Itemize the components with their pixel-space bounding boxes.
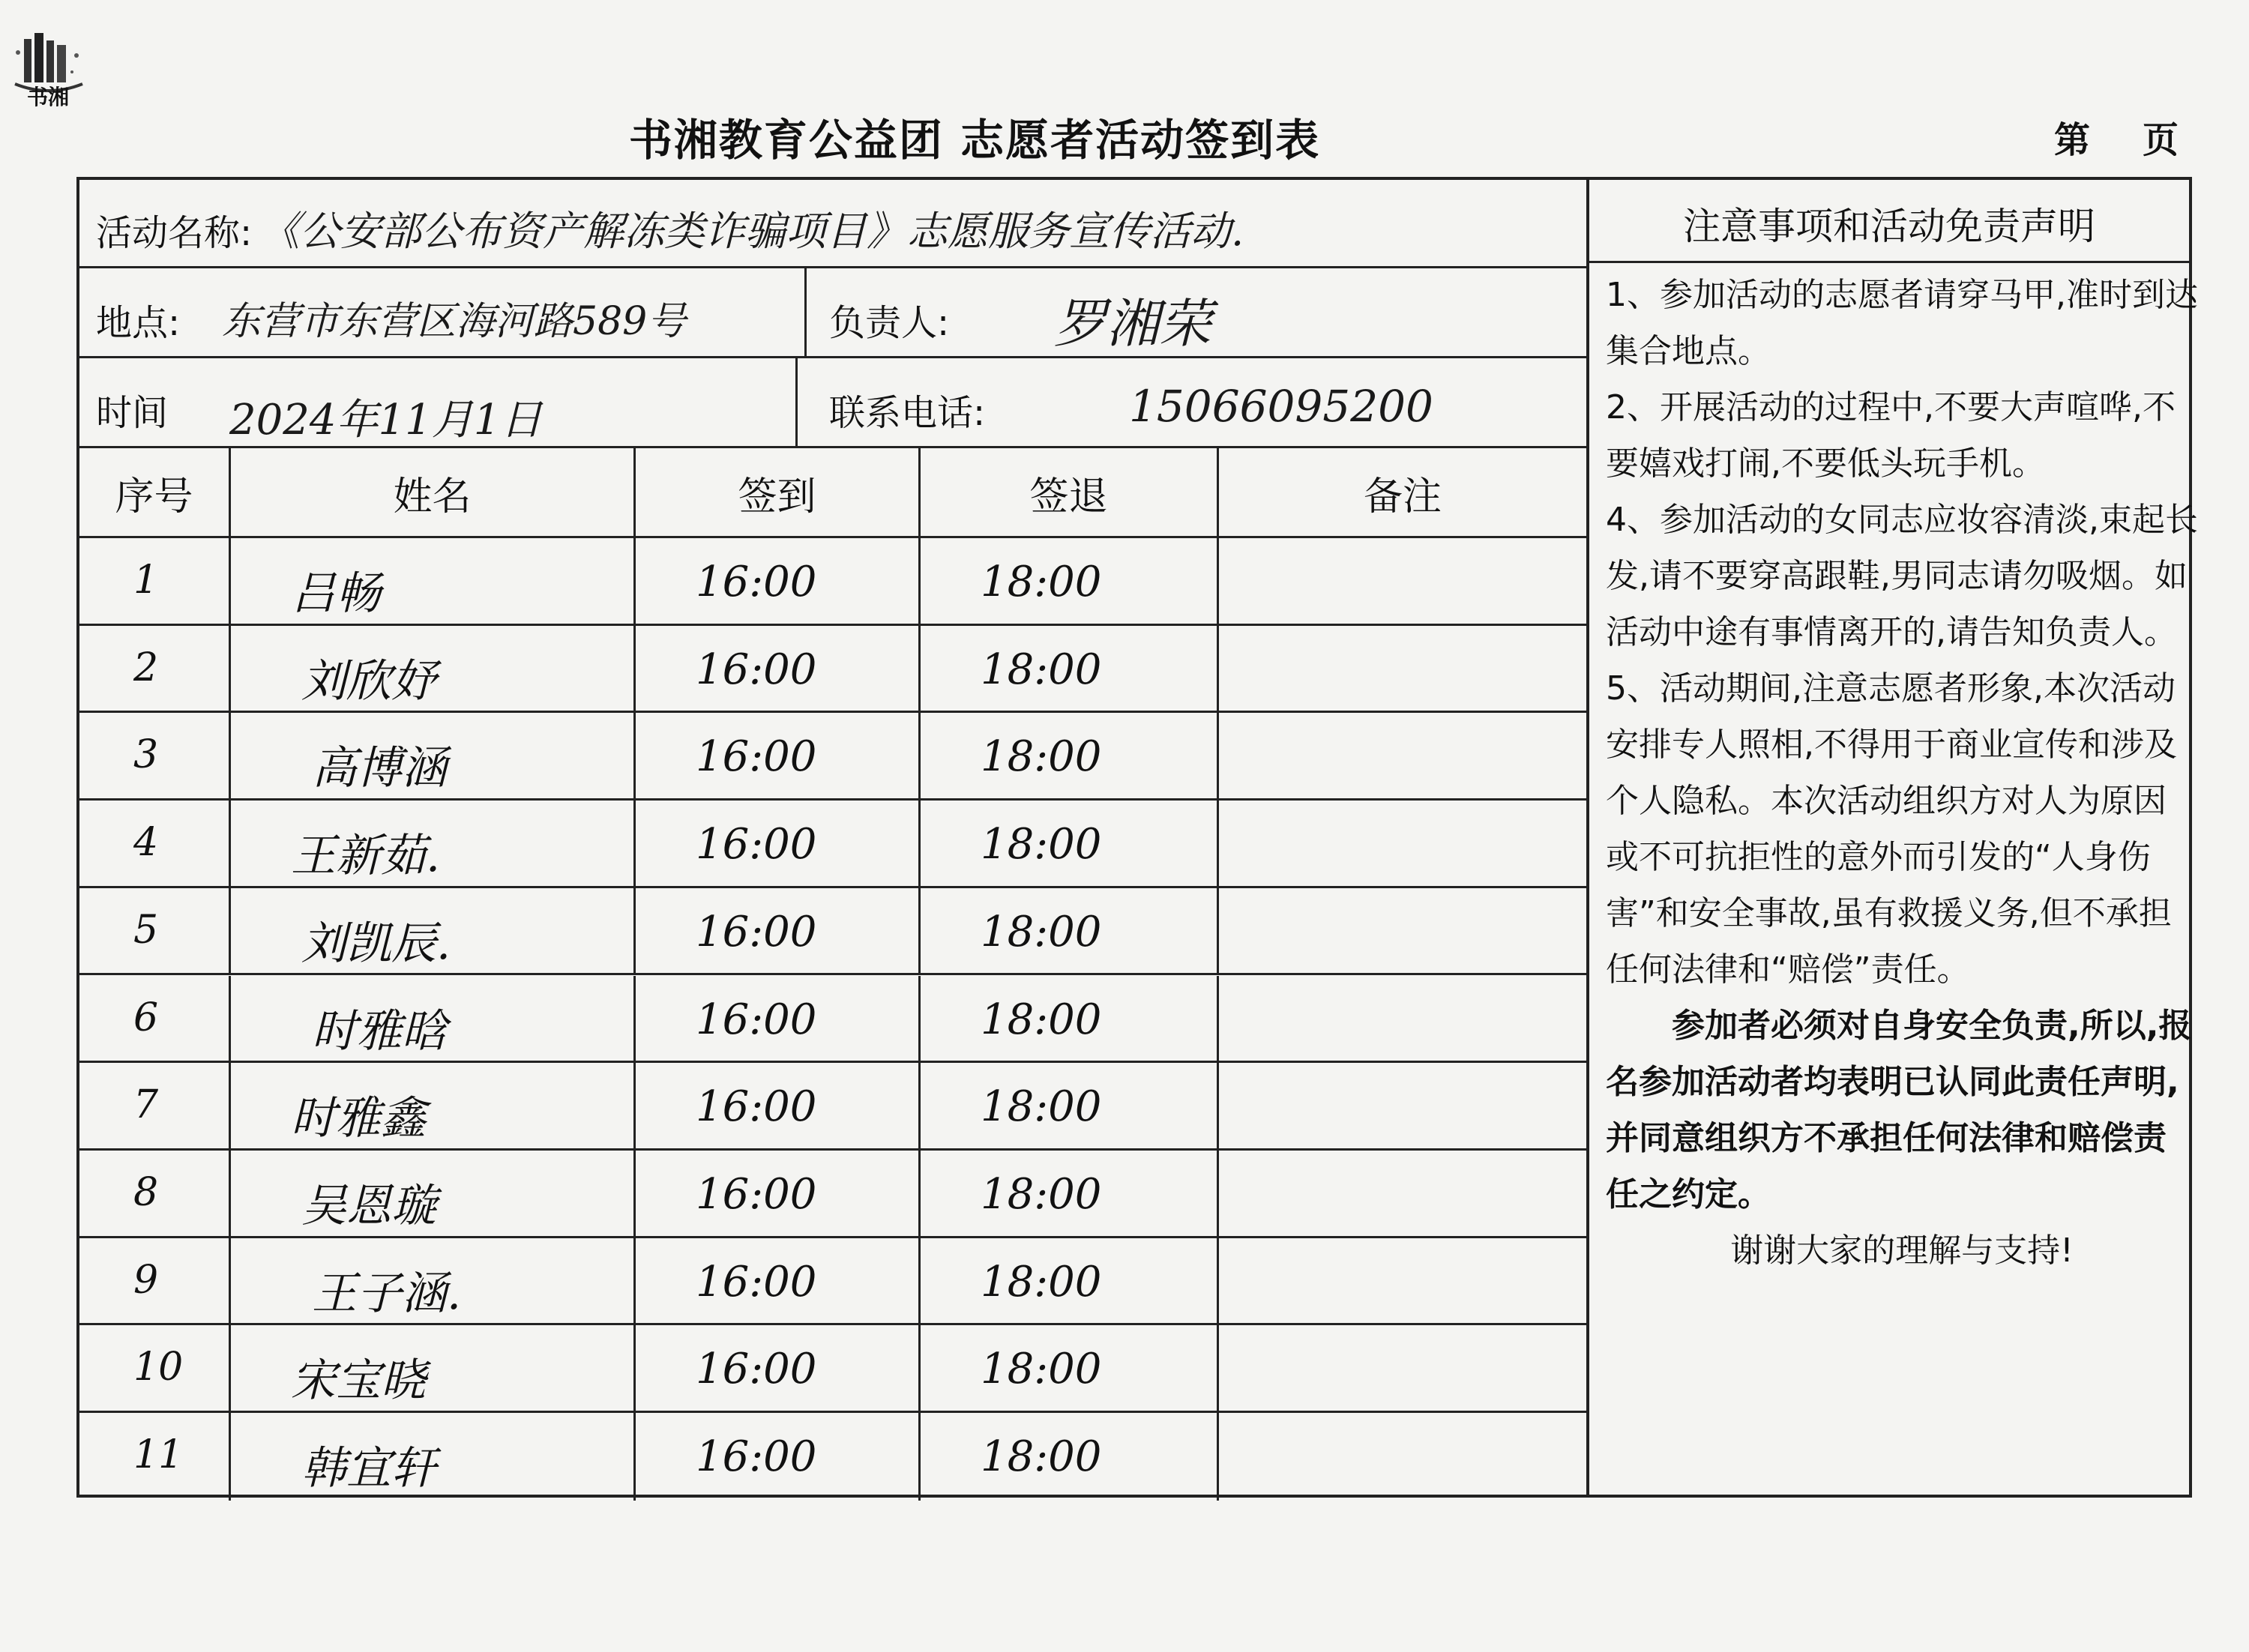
- header-signin: 签到: [738, 474, 816, 519]
- row-number-cell: [79, 1063, 231, 1148]
- activity-row: [79, 180, 1586, 268]
- row-signout-time-cell: [921, 1413, 1219, 1501]
- row-signin-time-cell: [636, 1413, 921, 1501]
- row-note-cell: [1219, 976, 1586, 1061]
- notice-liability: 参加者必须对自身安全负责,所以,报名参加活动者均表明已认同此责任声明,并同意组织方不承担任何法律和赔偿责任之约定。: [1606, 1007, 2192, 1214]
- page-label-prefix: 第: [2054, 119, 2091, 161]
- row-note-cell: [1219, 713, 1586, 798]
- row-signout-time-cell: [921, 976, 1219, 1061]
- notice-item-5: 5、活动期间,注意志愿者形象,本次活动安排专人照相,不得用于商业宣传和涉及个人隐私。本次活动组织方对人为原因或不可抗拒性的意外而引发的“人身伤害”和安全事故,虽有救援义务,但不承担任何法律和“赔偿”责任。: [1606, 669, 2177, 989]
- row-signout-time-cell: [921, 713, 1219, 798]
- row-signout-time-cell: [921, 1063, 1219, 1148]
- row-note-cell: [1219, 538, 1586, 624]
- row-signout-time-cell: [921, 1238, 1219, 1324]
- location-row: [79, 268, 1586, 358]
- row-signout-time-cell: [921, 888, 1219, 974]
- row-signin-time-cell: [636, 888, 921, 974]
- row-signout-time: 18:00: [981, 907, 1102, 956]
- row-number-cell: [79, 1413, 231, 1501]
- row-signin-time: 16:00: [696, 1257, 817, 1306]
- time-cell: [79, 358, 798, 446]
- activity-label: 活动名称:: [96, 212, 253, 254]
- row-number: 2: [133, 645, 159, 690]
- row-number: 8: [133, 1169, 159, 1215]
- row-name-cell: [231, 1413, 636, 1501]
- row-signout-time-cell: [921, 801, 1219, 886]
- table-row: [79, 976, 1586, 1064]
- row-name-cell: [231, 626, 636, 711]
- row-note-cell: [1219, 626, 1586, 711]
- notice-panel: [1586, 180, 2198, 1495]
- row-note-cell: [1219, 1413, 1586, 1501]
- row-number-cell: [79, 538, 231, 624]
- row-name: 王新茹.: [291, 830, 441, 883]
- row-name: 时雅晗: [312, 1004, 447, 1058]
- row-note-cell: [1219, 1151, 1586, 1236]
- notice-thanks: 谢谢大家的理解与支持!: [1730, 1232, 2074, 1270]
- row-number-cell: [79, 1325, 231, 1411]
- row-number: 1: [133, 558, 159, 603]
- row-note-cell: [1219, 1063, 1586, 1148]
- row-name-cell: [231, 801, 636, 886]
- row-number-cell: [79, 626, 231, 711]
- row-signin-time: 16:00: [696, 558, 817, 606]
- location-value: 东营市东营区海河路589号: [222, 299, 687, 344]
- row-name-cell: [231, 538, 636, 624]
- row-signout-time: 18:00: [981, 1082, 1102, 1132]
- row-number: 10: [133, 1345, 184, 1390]
- row-number: 9: [133, 1257, 159, 1303]
- row-name-cell: [231, 1238, 636, 1324]
- row-name-cell: [231, 976, 636, 1061]
- row-number-cell: [79, 888, 231, 974]
- row-number: 4: [133, 820, 159, 866]
- row-signin-time: 16:00: [696, 820, 817, 869]
- time-label: 时间: [96, 392, 169, 434]
- row-signout-time-cell: [921, 1151, 1219, 1236]
- row-signin-time: 16:00: [696, 1345, 817, 1394]
- phone-label: 联系电话:: [829, 392, 986, 434]
- row-signin-time: 16:00: [696, 995, 817, 1044]
- notice-title: 注意事项和活动免责声明: [1683, 205, 2095, 248]
- row-signin-time: 16:00: [696, 907, 817, 956]
- row-signout-time: 18:00: [981, 558, 1102, 606]
- row-number-cell: [79, 976, 231, 1061]
- row-signin-time-cell: [636, 1151, 921, 1236]
- row-number: 5: [133, 907, 159, 953]
- notice-item-1: 1、参加活动的志愿者请穿马甲,准时到达集合地点。: [1606, 276, 2198, 370]
- row-signout-time-cell: [921, 1325, 1219, 1411]
- row-number-cell: [79, 801, 231, 886]
- row-number-cell: [79, 713, 231, 798]
- table-row: [79, 888, 1586, 976]
- header-note: 备注: [1363, 474, 1442, 519]
- row-signout-time: 18:00: [981, 1169, 1102, 1219]
- notice-item-4: 4、参加活动的女同志应妆容清淡,束起长发,请不要穿高跟鞋,男同志请勿吸烟。如活动中途有事情离开的,请告知负责人。: [1606, 501, 2198, 651]
- row-note-cell: [1219, 1238, 1586, 1324]
- row-signin-time-cell: [636, 1238, 921, 1324]
- row-signout-time-cell: [921, 538, 1219, 624]
- header-note-cell: [1219, 448, 1586, 536]
- table-row: [79, 1238, 1586, 1326]
- table-row: [79, 801, 1586, 888]
- time-row: [79, 358, 1586, 448]
- row-number: 3: [133, 732, 159, 778]
- header-no-cell: [79, 448, 231, 536]
- page-label-suffix: 页: [2143, 119, 2179, 161]
- row-name: 高博涵: [312, 742, 447, 795]
- row-name-cell: [231, 713, 636, 798]
- row-signin-time-cell: [636, 538, 921, 624]
- notice-divider: [1589, 261, 2189, 263]
- row-signout-time: 18:00: [981, 645, 1102, 694]
- row-signout-time: 18:00: [981, 1257, 1102, 1306]
- row-name-cell: [231, 1325, 636, 1411]
- row-number: 11: [133, 1432, 184, 1477]
- notice-body: [1606, 267, 2198, 1279]
- page-number: [2054, 111, 2179, 163]
- row-name: 韩宜轩: [301, 1442, 436, 1495]
- row-number-cell: [79, 1238, 231, 1324]
- row-signin-time-cell: [636, 1325, 921, 1411]
- header-signout: 签退: [1029, 474, 1108, 519]
- row-name-cell: [231, 1063, 636, 1148]
- leader-label: 负责人:: [829, 302, 950, 344]
- leader-signature: 罗湘荣: [1054, 293, 1211, 355]
- notice-item-2: 2、开展活动的过程中,不要大声喧哗,不要嬉戏打闹,不要低头玩手机。: [1606, 388, 2176, 483]
- page-title: 书湘教育公益团 志愿者活动签到表: [628, 115, 1321, 166]
- row-signout-time: 18:00: [981, 1432, 1102, 1481]
- row-signin-time-cell: [636, 713, 921, 798]
- table-row: [79, 1325, 1586, 1413]
- row-name: 吕畅: [291, 567, 381, 620]
- table-row: [79, 1063, 1586, 1151]
- row-note-cell: [1219, 801, 1586, 886]
- row-name-cell: [231, 888, 636, 974]
- row-signin-time: 16:00: [696, 1169, 817, 1219]
- row-signin-time: 16:00: [696, 1082, 817, 1132]
- location-cell: [79, 268, 807, 356]
- row-number: 7: [133, 1082, 159, 1128]
- table-row: [79, 1151, 1586, 1238]
- row-note-cell: [1219, 1325, 1586, 1411]
- row-number-cell: [79, 1151, 231, 1236]
- table-row: [79, 626, 1586, 714]
- row-signout-time: 18:00: [981, 995, 1102, 1044]
- row-name: 刘凯辰.: [301, 917, 451, 970]
- header-name-cell: [231, 448, 636, 536]
- row-signin-time-cell: [636, 976, 921, 1061]
- location-label: 地点:: [96, 302, 181, 344]
- row-name: 王子涵.: [312, 1267, 462, 1320]
- table-row: [79, 713, 1586, 801]
- table-row: [79, 538, 1586, 626]
- header-in-cell: [636, 448, 921, 536]
- table-row: [79, 1413, 1586, 1501]
- header-no: 序号: [115, 474, 193, 519]
- phone-value: 15066095200: [1129, 381, 1433, 432]
- row-name-cell: [231, 1151, 636, 1236]
- row-signin-time-cell: [636, 801, 921, 886]
- row-signin-time: 16:00: [696, 645, 817, 694]
- table-header: [79, 448, 1586, 538]
- row-signin-time: 16:00: [696, 732, 817, 782]
- row-signout-time: 18:00: [981, 1345, 1102, 1394]
- header-out-cell: [921, 448, 1219, 536]
- signin-sheet: [76, 177, 2198, 1498]
- activity-value: 《公安部公布资产解冻类诈骗项目》志愿服务宣传活动.: [259, 208, 1244, 255]
- row-signin-time-cell: [636, 626, 921, 711]
- row-signout-time: 18:00: [981, 732, 1102, 782]
- row-name: 宋宝晓: [291, 1354, 426, 1408]
- row-signout-time-cell: [921, 626, 1219, 711]
- row-number: 6: [133, 995, 159, 1040]
- row-name: 时雅鑫: [291, 1092, 426, 1145]
- time-value: 2024年11月1日: [229, 396, 543, 444]
- row-name: 刘欣妤: [301, 654, 436, 708]
- row-signin-time-cell: [636, 1063, 921, 1148]
- header-name: 姓名: [393, 474, 472, 519]
- row-signin-time: 16:00: [696, 1432, 817, 1481]
- signin-table: [79, 180, 1586, 1495]
- row-signout-time: 18:00: [981, 820, 1102, 869]
- row-note-cell: [1219, 888, 1586, 974]
- row-name: 吴恩璇: [301, 1179, 436, 1232]
- logo-text: 书湘: [27, 85, 70, 109]
